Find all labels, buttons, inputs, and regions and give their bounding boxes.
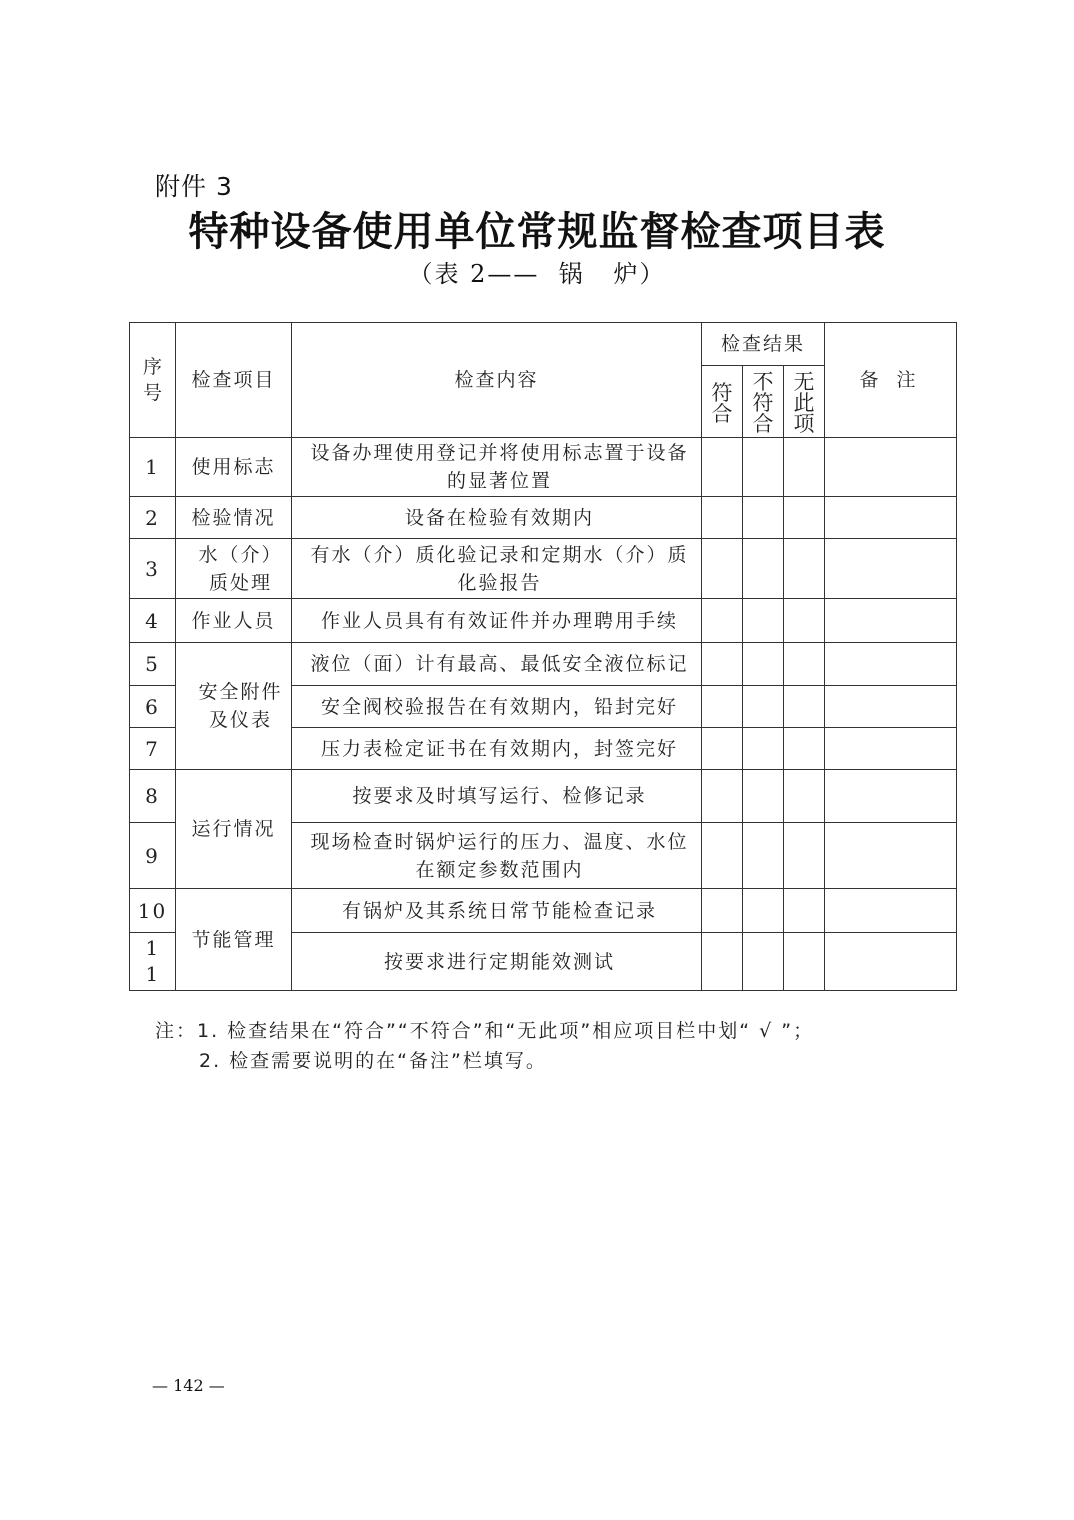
row-seq: 7 [130,728,176,770]
remark-cell[interactable] [825,889,957,933]
page-number: — 142 — [152,1376,225,1395]
remark-cell[interactable] [825,933,957,991]
table-row [130,643,957,686]
header-remark: 备 注 [825,323,957,438]
row-content: 压力表检定证书在有效期内，封签完好 [292,728,702,770]
inspection-table [129,322,957,991]
row-seq: 2 [130,497,176,539]
conform-cell[interactable] [702,497,743,539]
conform-cell[interactable] [702,823,743,889]
remark-cell[interactable] [825,438,957,497]
row-content: 按要求进行定期能效测试 [292,933,702,991]
row-seq: 3 [130,539,176,599]
row-item: 作业人员 [176,599,292,643]
remark-cell[interactable] [825,497,957,539]
table-row [130,599,957,643]
conform-cell[interactable] [702,643,743,686]
table-row [130,889,957,933]
header-seq: 序号 [130,323,176,438]
header-item: 检查项目 [176,323,292,438]
nonconform-cell[interactable] [743,728,784,770]
nonconform-cell[interactable] [743,889,784,933]
na-cell[interactable] [784,643,825,686]
table-row [130,438,957,497]
header-content: 检查内容 [292,323,702,438]
remark-cell[interactable] [825,823,957,889]
remark-cell[interactable] [825,686,957,728]
na-cell[interactable] [784,686,825,728]
row-content: 按要求及时填写运行、检修记录 [292,770,702,823]
remark-cell[interactable] [825,728,957,770]
row-item-group: 节能管理 [176,889,292,991]
na-cell[interactable] [784,823,825,889]
row-seq: 8 [130,770,176,823]
row-content: 有水（介）质化验记录和定期水（介）质化验报告 [292,539,702,599]
header-nonconform: 不符合 [743,366,784,438]
nonconform-cell[interactable] [743,599,784,643]
note-line-1: 注：1. 检查结果在“符合”“不符合”和“无此项”相应项目栏中划“ √ ”； [155,1020,815,1042]
attachment-label: 附件 3 [155,172,233,201]
row-content: 设备办理使用登记并将使用标志置于设备的显著位置 [292,438,702,497]
conform-cell[interactable] [702,728,743,770]
conform-cell[interactable] [702,686,743,728]
row-content: 设备在检验有效期内 [292,497,702,539]
header-conform: 符合 [702,366,743,438]
row-content: 作业人员具有有效证件并办理聘用手续 [292,599,702,643]
document-title: 特种设备使用单位常规监督检查项目表 [188,208,886,255]
conform-cell[interactable] [702,599,743,643]
nonconform-cell[interactable] [743,823,784,889]
remark-cell[interactable] [825,770,957,823]
nonconform-cell[interactable] [743,686,784,728]
na-cell[interactable] [784,728,825,770]
row-content: 安全阀校验报告在有效期内，铅封完好 [292,686,702,728]
nonconform-cell[interactable] [743,438,784,497]
nonconform-cell[interactable] [743,643,784,686]
row-item-group: 运行情况 [176,770,292,889]
nonconform-cell[interactable] [743,497,784,539]
table-row [130,770,957,823]
na-cell[interactable] [784,438,825,497]
conform-cell[interactable] [702,438,743,497]
na-cell[interactable] [784,599,825,643]
conform-cell[interactable] [702,933,743,991]
notes [155,1016,814,1076]
row-seq: 9 [130,823,176,889]
conform-cell[interactable] [702,770,743,823]
row-seq: 11 [130,933,176,991]
row-seq: 1 [130,438,176,497]
row-content: 有锅炉及其系统日常节能检查记录 [292,889,702,933]
row-item: 检验情况 [176,497,292,539]
remark-cell[interactable] [825,599,957,643]
na-cell[interactable] [784,770,825,823]
conform-cell[interactable] [702,539,743,599]
na-cell[interactable] [784,539,825,599]
remark-cell[interactable] [825,643,957,686]
table-row [130,539,957,599]
row-item-group: 安全附件及仪表 [176,643,292,770]
table-row [130,497,957,539]
row-seq: 5 [130,643,176,686]
document-subtitle: （表 2—— 锅 炉） [408,260,666,288]
row-item: 水（介）质处理 [176,539,292,599]
nonconform-cell[interactable] [743,933,784,991]
row-item: 使用标志 [176,438,292,497]
row-seq: 4 [130,599,176,643]
nonconform-cell[interactable] [743,539,784,599]
nonconform-cell[interactable] [743,770,784,823]
conform-cell[interactable] [702,889,743,933]
na-cell[interactable] [784,497,825,539]
row-content: 现场检查时锅炉运行的压力、温度、水位在额定参数范围内 [292,823,702,889]
row-seq: 10 [130,889,176,933]
header-result: 检查结果 [702,323,825,366]
na-cell[interactable] [784,889,825,933]
header-na: 无此项 [784,366,825,438]
row-seq: 6 [130,686,176,728]
na-cell[interactable] [784,933,825,991]
remark-cell[interactable] [825,539,957,599]
row-content: 液位（面）计有最高、最低安全液位标记 [292,643,702,686]
note-line-2: 2. 检查需要说明的在“备注”栏填写。 [199,1050,547,1072]
